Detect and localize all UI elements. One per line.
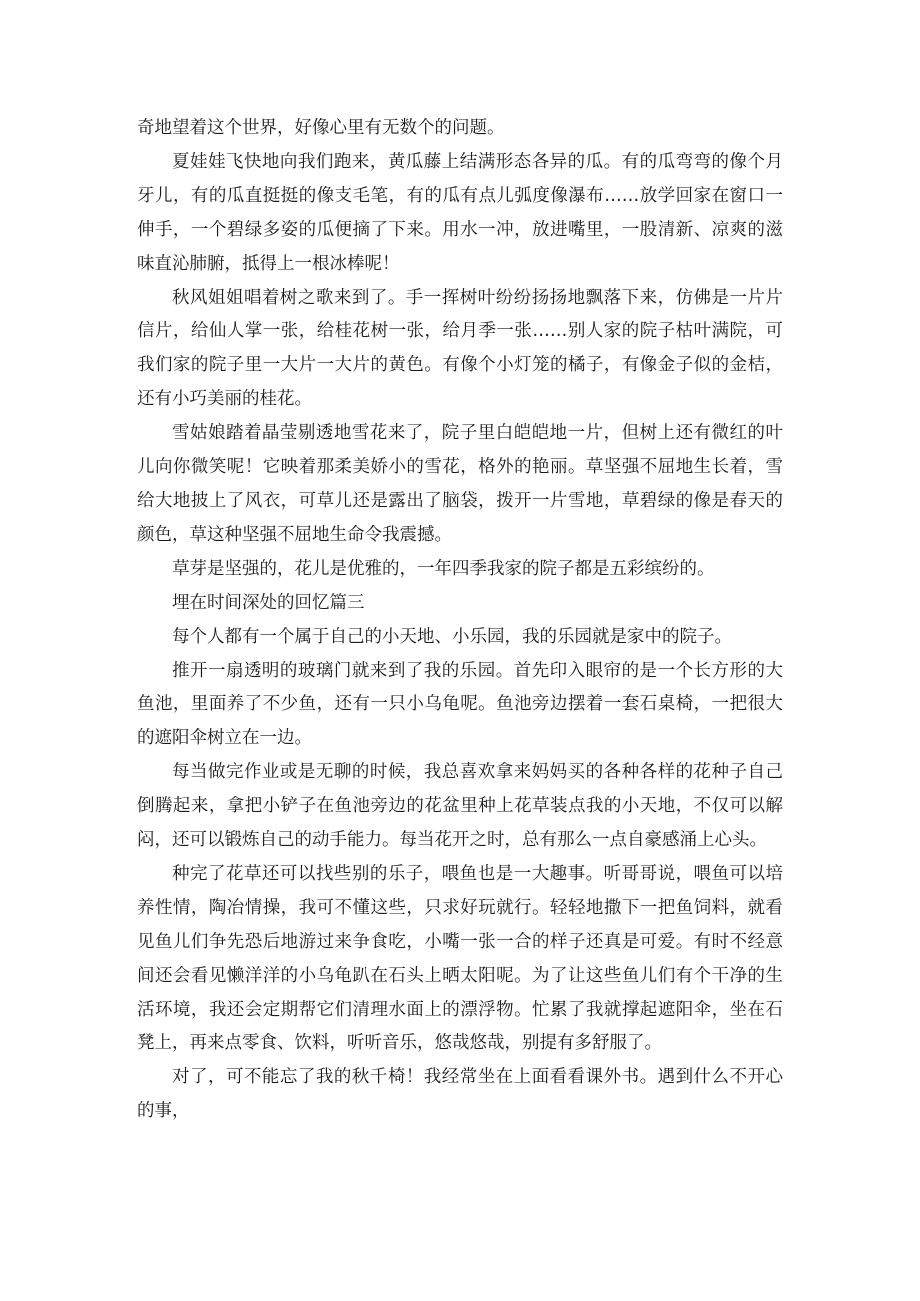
paragraph: 奇地望着这个世界，好像心里有无数个的问题。 [137, 118, 505, 138]
paragraph: 秋风姐姐唱着树之歌来到了。手一挥树叶纷纷扬扬地飘落下来，仿佛是一片片信片，给仙人掌一张，给桂花树一张，给月季一张……别人家的院子枯叶满院，可我们家的院子里一大片一大片的黄色。有像个小灯笼的橘子，有像金子似的金桔，还有小巧美丽的桂花。 [137, 287, 783, 410]
paragraph: 每当做完作业或是无聊的时候，我总喜欢拿来妈妈买的各种各样的花种子自己倒腾起来，拿把小铲子在鱼池旁边的花盆里种上花草装点我的小天地，不仅可以解闷，还可以锻炼自己的动手能力。每当花开之时，总有那么一点自豪感涌上心头。 [137, 762, 783, 851]
paragraph: 每个人都有一个属于自己的小天地、小乐园，我的乐园就是家中的院子。 [172, 626, 732, 647]
paragraph: 种完了花草还可以找些别的乐子，喂鱼也是一大趣事。听哥哥说，喂鱼可以培养性情，陶冶情操，我可不懂这些，只求好玩就行。轻轻地撒下一把鱼饲料，就看见鱼儿们争先恐后地游过来争食吃，小嘴一张一合的样子还真是可爱。有时不经意间还会看见懒洋洋的小乌龟趴在石头上晒太阳呢。为了让这些鱼儿们有个干净的生活环境，我还会定期帮它们清理水面上的漂浮物。忙累了我就撑起遮阳伞，坐在石凳上，再来点零食、饮料，听听音乐，悠哉悠哉，别提有多舒服了。 [137, 863, 783, 1054]
document-body [137, 112, 783, 1129]
paragraph: 推开一扇透明的玻璃门就来到了我的乐园。首先印入眼帘的是一个长方形的大鱼池，里面养了不少鱼，还有一只小乌龟呢。鱼池旁边摆着一套石桌椅，一把很大的遮阳伞树立在一边。 [137, 660, 783, 749]
section-heading: 埋在时间深处的回忆篇三 [172, 592, 365, 613]
paragraph: 雪姑娘踏着晶莹剔透地雪花来了，院子里白皑皑地一片，但树上还有微红的叶儿向你微笑呢！它映着那柔美娇小的雪花，格外的艳丽。草坚强不屈地生长着，雪给大地披上了风衣，可草儿还是露出了脑袋，拨开一片雪地，草碧绿的像是春天的颜色，草这种坚强不屈地生命令我震撼。 [137, 423, 783, 545]
paragraph: 夏娃娃飞快地向我们跑来，黄瓜藤上结满形态各异的瓜。有的瓜弯弯的像个月牙儿，有的瓜直挺挺的像支毛笔，有的瓜有点儿弧度像瀑布……放学回家在窗口一伸手，一个碧绿多姿的瓜便摘了下来。用水一冲，放进嘴里，一股清新、凉爽的滋味直沁肺腑，抵得上一根冰棒呢！ [137, 151, 783, 274]
paragraph: 对了，可不能忘了我的秋千椅！我经常坐在上面看看课外书。遇到什么不开心的事， [137, 1067, 783, 1122]
paragraph: 草芽是坚强的，花儿是优雅的，一年四季我家的院子都是五彩缤纷的。 [172, 558, 715, 579]
